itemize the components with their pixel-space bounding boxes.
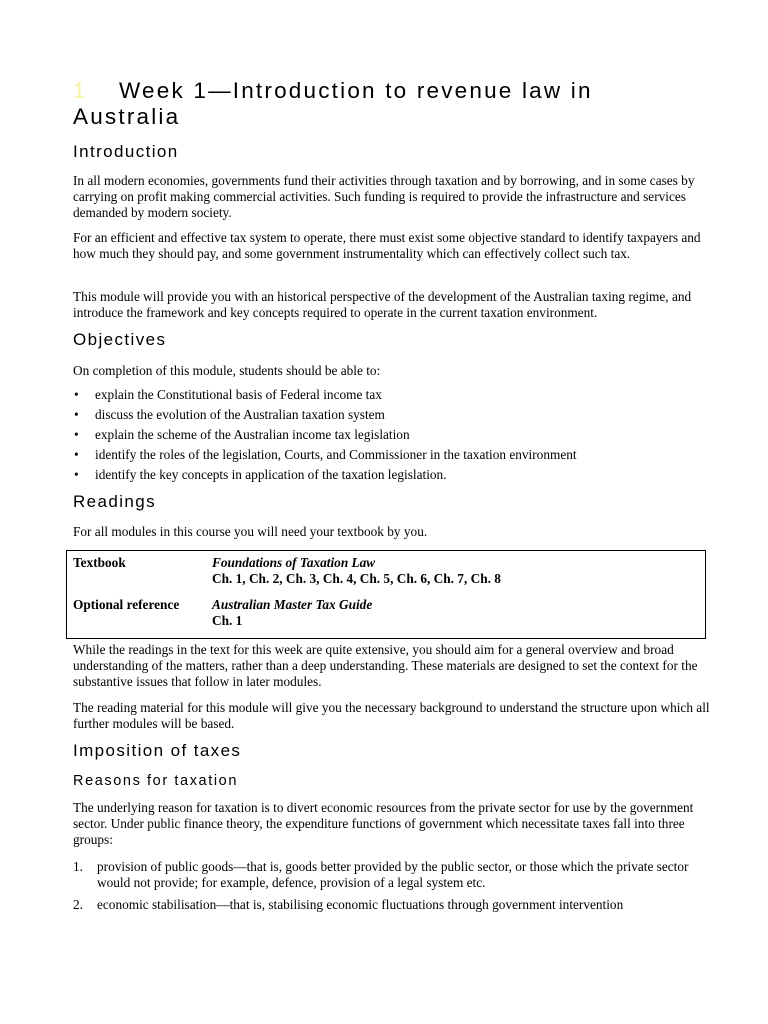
list-item: 2. economic stabilisation—that is, stabilising economic fluctuations through government intervention — [73, 897, 624, 912]
readings-heading: Readings — [73, 492, 157, 511]
title-line-1: Week 1—Introduction to revenue law in — [119, 78, 593, 103]
title-marker: 1 — [73, 78, 88, 103]
readings-paragraph-2: The reading material for this module will give you the necessary background to understand the structure upon which all further modules will be based. — [73, 700, 710, 731]
intro-paragraph-3: This module will provide you with an historical perspective of the development of the Australian taxing regime, and introduce the framework and key concepts required to operate in the current taxation environment. — [73, 289, 692, 320]
expenditure-list — [73, 859, 713, 919]
readings-intro: For all modules in this course you will need your textbook by you. — [73, 524, 428, 539]
reading-title: Australian Master Tax Guide — [212, 597, 373, 612]
table-row — [73, 555, 699, 587]
bullet-icon: • — [74, 467, 79, 482]
objectives-heading: Objectives — [73, 330, 167, 349]
imposition-paragraph: The underlying reason for taxation is to divert economic resources from the private sector for use by the government sector. Under public finance theory, the expenditure functions of government which necessitate taxes fall into three groups: — [73, 800, 694, 847]
objectives-list — [73, 387, 713, 487]
reasons-subheading: Reasons for taxation — [73, 773, 238, 789]
readings-paragraph-1: While the readings in the text for this week are quite extensive, you should aim for a general overview and broad understanding of the matters, rather than a deep understanding. These materials are designed to set the context for the substantive issues that follow in later modules. — [73, 642, 698, 689]
reading-label: Textbook — [73, 555, 126, 570]
intro-paragraph-1: In all modern economies, governments fund their activities through taxation and by borrowing, and in some cases by carrying on profit making commercial activities. Such funding is required to provide the infrastructure and services demanded by modern society. — [73, 173, 695, 220]
title-line-2: Australia — [73, 104, 181, 129]
bullet-icon: • — [74, 427, 79, 442]
bullet-icon: • — [74, 407, 79, 422]
reading-chapters: Ch. 1, Ch. 2, Ch. 3, Ch. 4, Ch. 5, Ch. 6, Ch. 7, Ch. 8 — [212, 571, 501, 586]
list-item: • identify the roles of the legislation, Courts, and Commissioner in the taxation environment — [74, 447, 577, 462]
list-item: 1. provision of public goods—that is, goods better provided by the public sector, or those which the private sector would not provide; for example, defence, provision of a legal system etc. — [73, 859, 689, 890]
reading-title: Foundations of Taxation Law — [212, 555, 376, 570]
table-row — [73, 597, 699, 629]
reading-chapters: Ch. 1 — [212, 613, 243, 628]
bullet-icon: • — [74, 447, 79, 462]
introduction-heading: Introduction — [73, 142, 179, 161]
list-item: • explain the Constitutional basis of Federal income tax — [74, 387, 382, 402]
bullet-icon: • — [74, 387, 79, 402]
readings-table — [66, 550, 706, 639]
imposition-heading: Imposition of taxes — [73, 741, 242, 760]
reading-label: Optional reference — [73, 597, 180, 612]
list-item: • discuss the evolution of the Australian taxation system — [74, 407, 385, 422]
list-item: • identify the key concepts in application of the taxation legislation. — [74, 467, 447, 482]
intro-paragraph-2: For an efficient and effective tax system to operate, there must exist some objective standard to identify taxpayers and how much they should pay, and some government instrumentality which can effectively collect such tax. — [73, 230, 701, 261]
list-item: • explain the scheme of the Australian income tax legislation — [74, 427, 410, 442]
objectives-intro: On completion of this module, students should be able to: — [73, 363, 381, 378]
page-title — [73, 78, 713, 130]
